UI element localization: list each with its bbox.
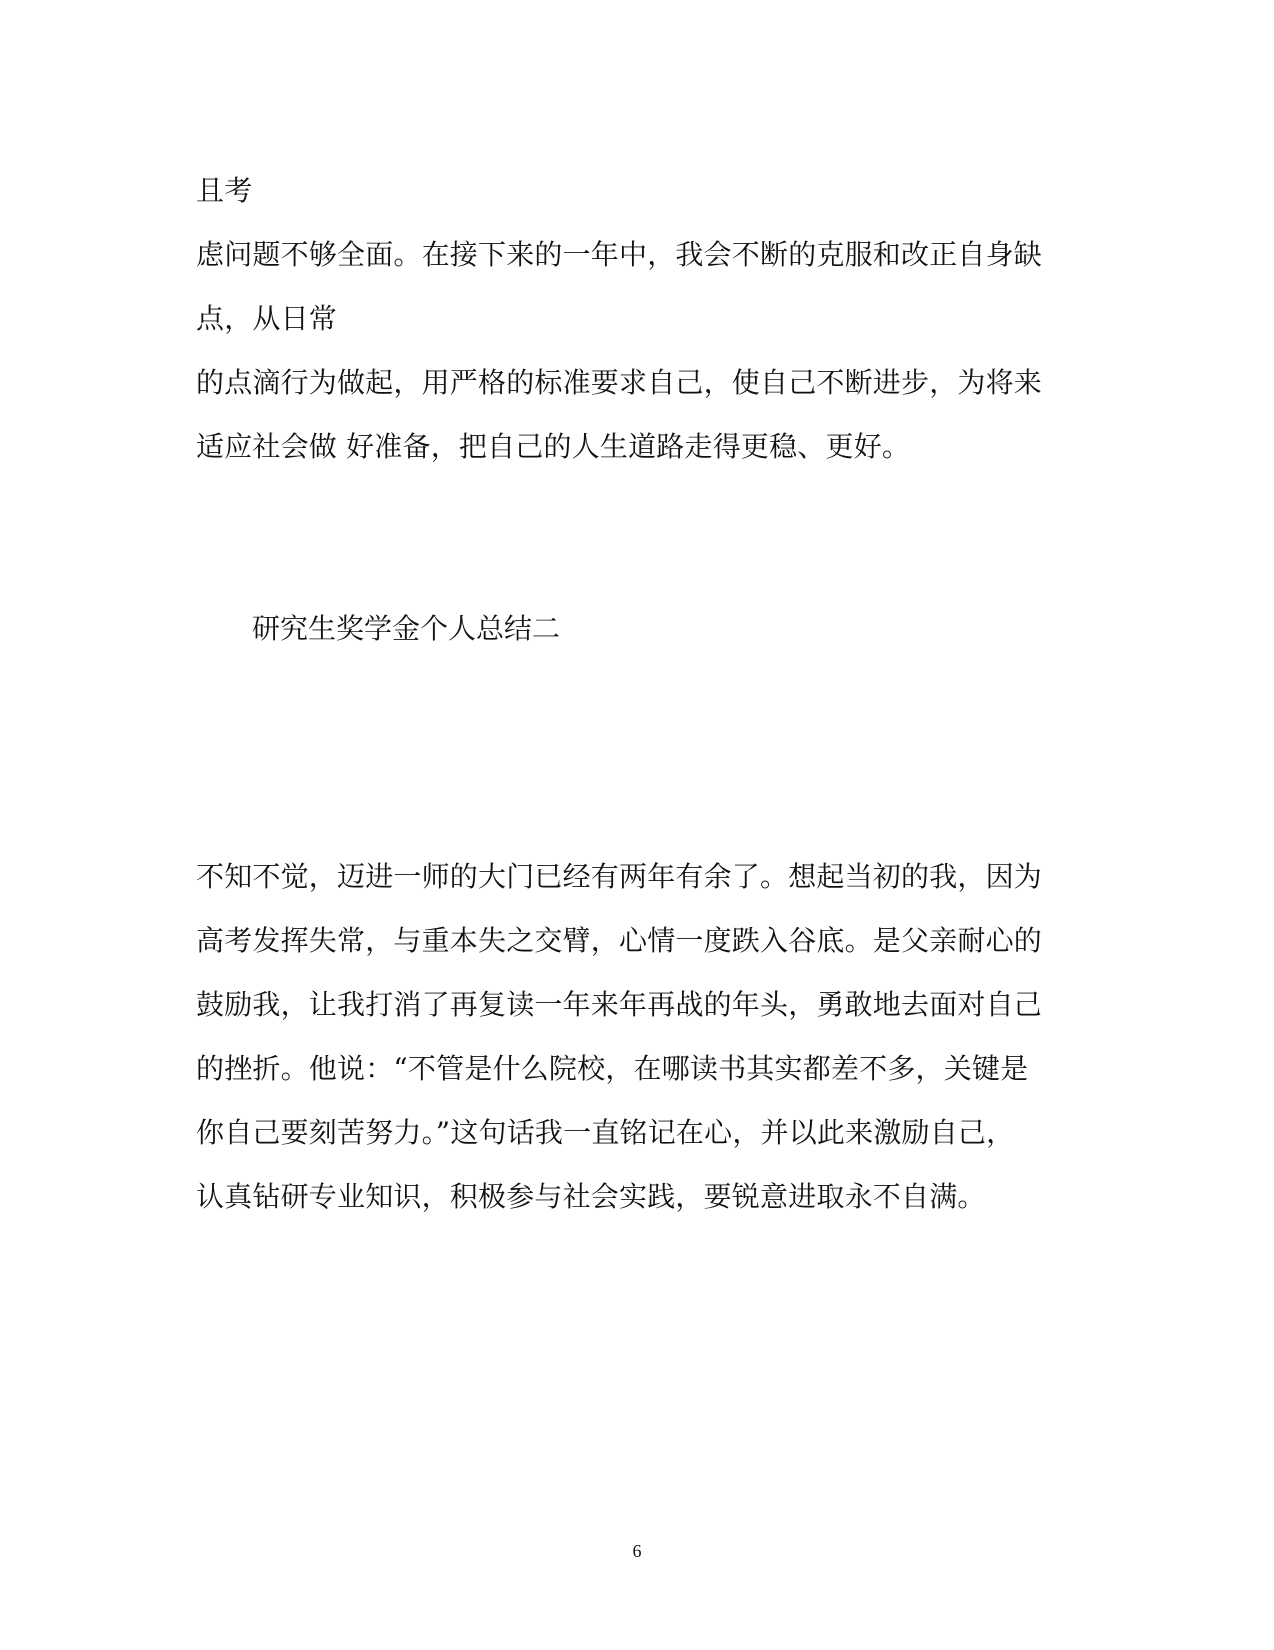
paragraph-line: 虑问题不够全面。在接下来的一年中，我会不断的克服和改正自身缺 xyxy=(196,238,1043,271)
paragraph-line: 的挫折。他说：“不管是什么院校，在哪读书其实都差不多，关键是 xyxy=(196,1052,1029,1085)
paragraph-line: 不知不觉，迈进一师的大门已经有两年有余了。想起当初的我，因为 xyxy=(196,860,1043,893)
paragraph-line: 高考发挥失常，与重本失之交臂，心情一度跌入谷底。是父亲耐心的 xyxy=(196,924,1043,957)
paragraph-line: 点，从日常 xyxy=(196,302,338,335)
paragraph-line: 且考 xyxy=(196,174,253,207)
paragraph-line: 鼓励我，让我打消了再复读一年来年再战的年头，勇敢地去面对自己 xyxy=(196,988,1043,1021)
section-heading: 研究生奖学金个人总结二 xyxy=(252,612,561,645)
paragraph-line: 的点滴行为做起，用严格的标准要求自己，使自己不断进步，为将来 xyxy=(196,366,1043,399)
page-number: 6 xyxy=(632,1541,642,1561)
paragraph-line: 你自己要刻苦努力。”这句话我一直铭记在心，并以此来激励自己， xyxy=(196,1116,1015,1149)
paragraph-line: 认真钻研专业知识，积极参与社会实践，要锐意进取永不自满。 xyxy=(196,1180,986,1213)
paragraph-line: 适应社会做 好准备，把自己的人生道路走得更稳、更好。 xyxy=(196,430,911,463)
